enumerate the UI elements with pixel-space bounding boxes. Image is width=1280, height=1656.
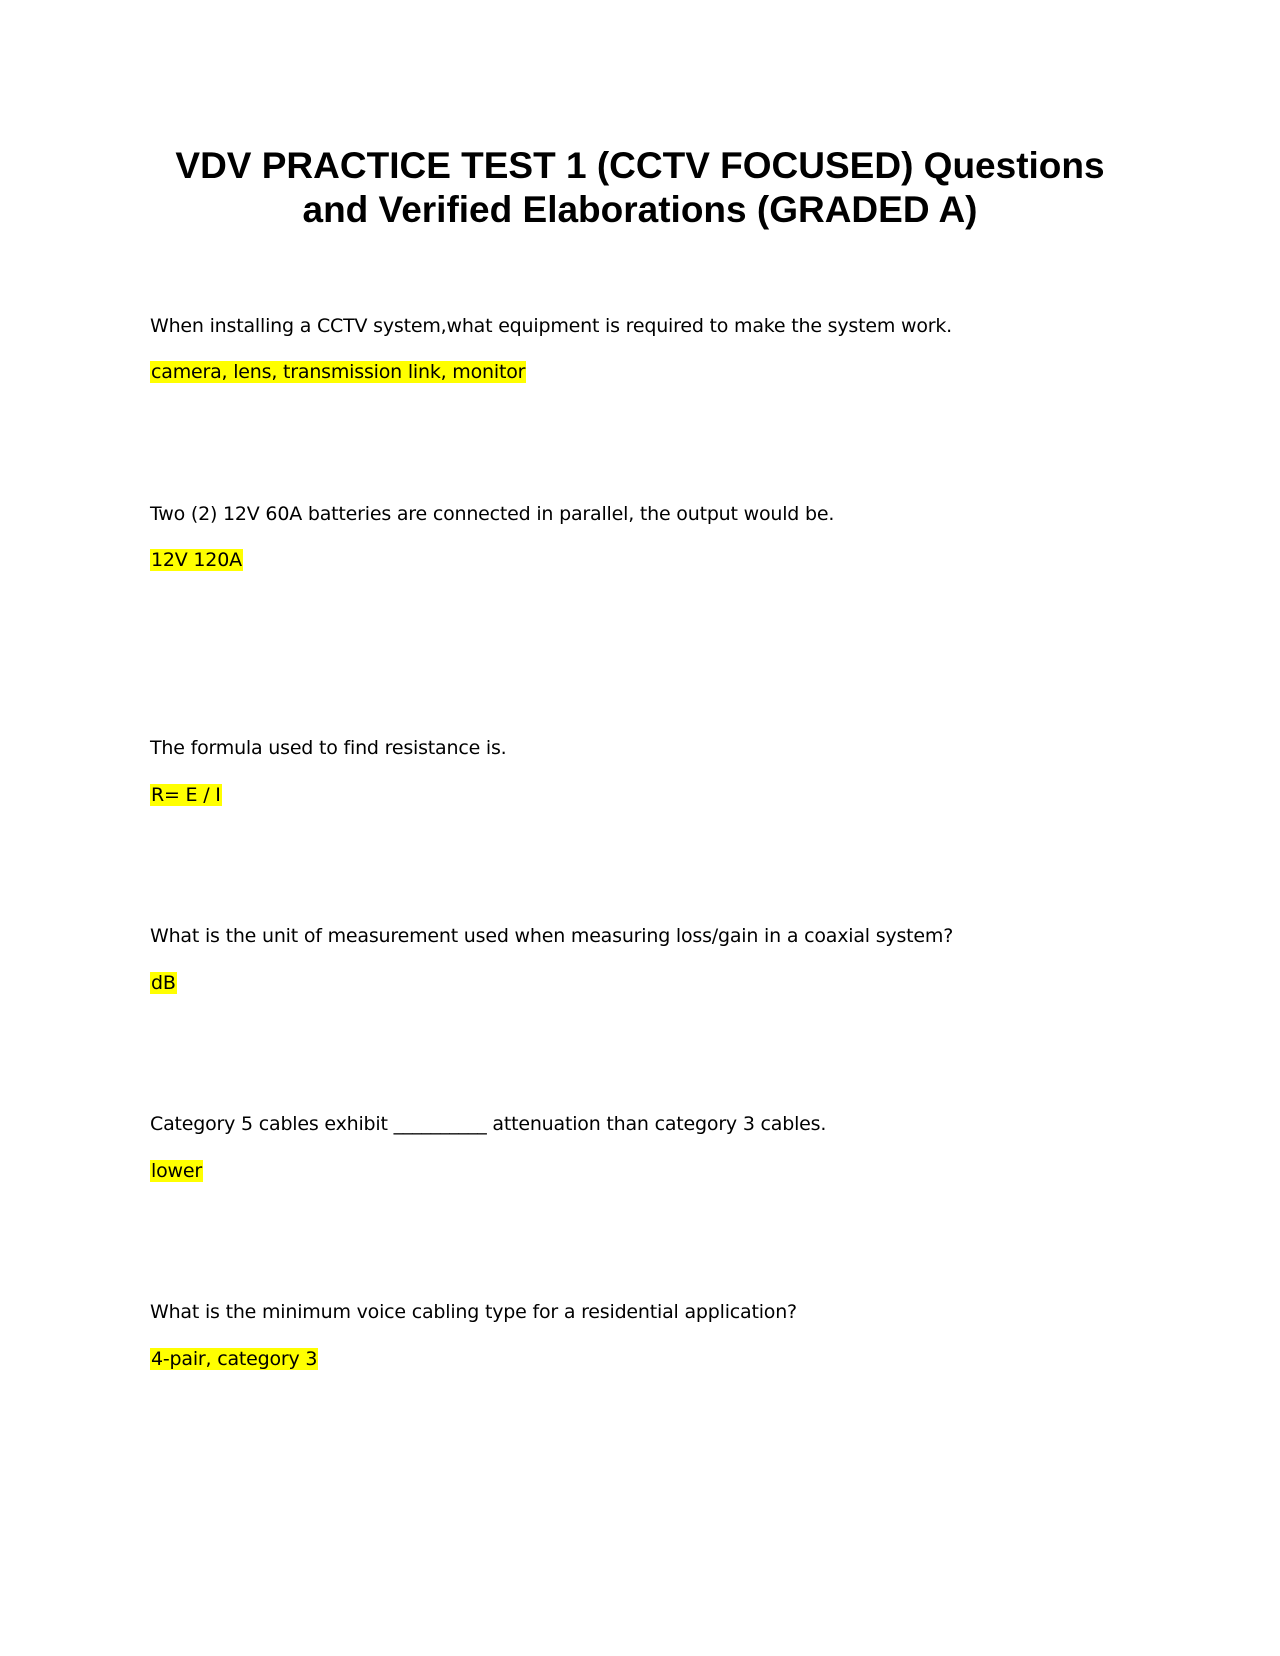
answer-2-highlight: 12V 120A bbox=[151, 549, 242, 571]
question-5: Category 5 cables exhibit __________ attenuation than category 3 cables. bbox=[150, 1113, 827, 1135]
answer-3-highlight: R= E / I bbox=[151, 784, 221, 806]
question-2: Two (2) 12V 60A batteries are connected in parallel, the output would be. bbox=[150, 503, 835, 525]
answer-4 bbox=[150, 970, 177, 996]
answer-1 bbox=[150, 359, 526, 385]
answer-6 bbox=[150, 1346, 318, 1372]
question-1: When installing a CCTV system,what equipment is required to make the system work. bbox=[150, 315, 953, 337]
answer-5 bbox=[150, 1158, 203, 1184]
answer-2 bbox=[150, 547, 243, 573]
answer-3 bbox=[150, 782, 222, 808]
question-4: What is the unit of measurement used when measuring loss/gain in a coaxial system? bbox=[150, 925, 954, 947]
question-6: What is the minimum voice cabling type for a residential application? bbox=[150, 1301, 797, 1323]
answer-5-highlight: lower bbox=[151, 1160, 202, 1182]
answer-4-highlight: dB bbox=[151, 972, 176, 994]
document-title: VDV PRACTICE TEST 1 (CCTV FOCUSED) Questions and Verified Elaborations (GRADED A) bbox=[175, 145, 1105, 230]
answer-6-highlight: 4-pair, category 3 bbox=[151, 1348, 318, 1370]
answer-1-highlight: camera, lens, transmission link, monitor bbox=[151, 361, 526, 383]
question-3: The formula used to find resistance is. bbox=[150, 737, 507, 759]
